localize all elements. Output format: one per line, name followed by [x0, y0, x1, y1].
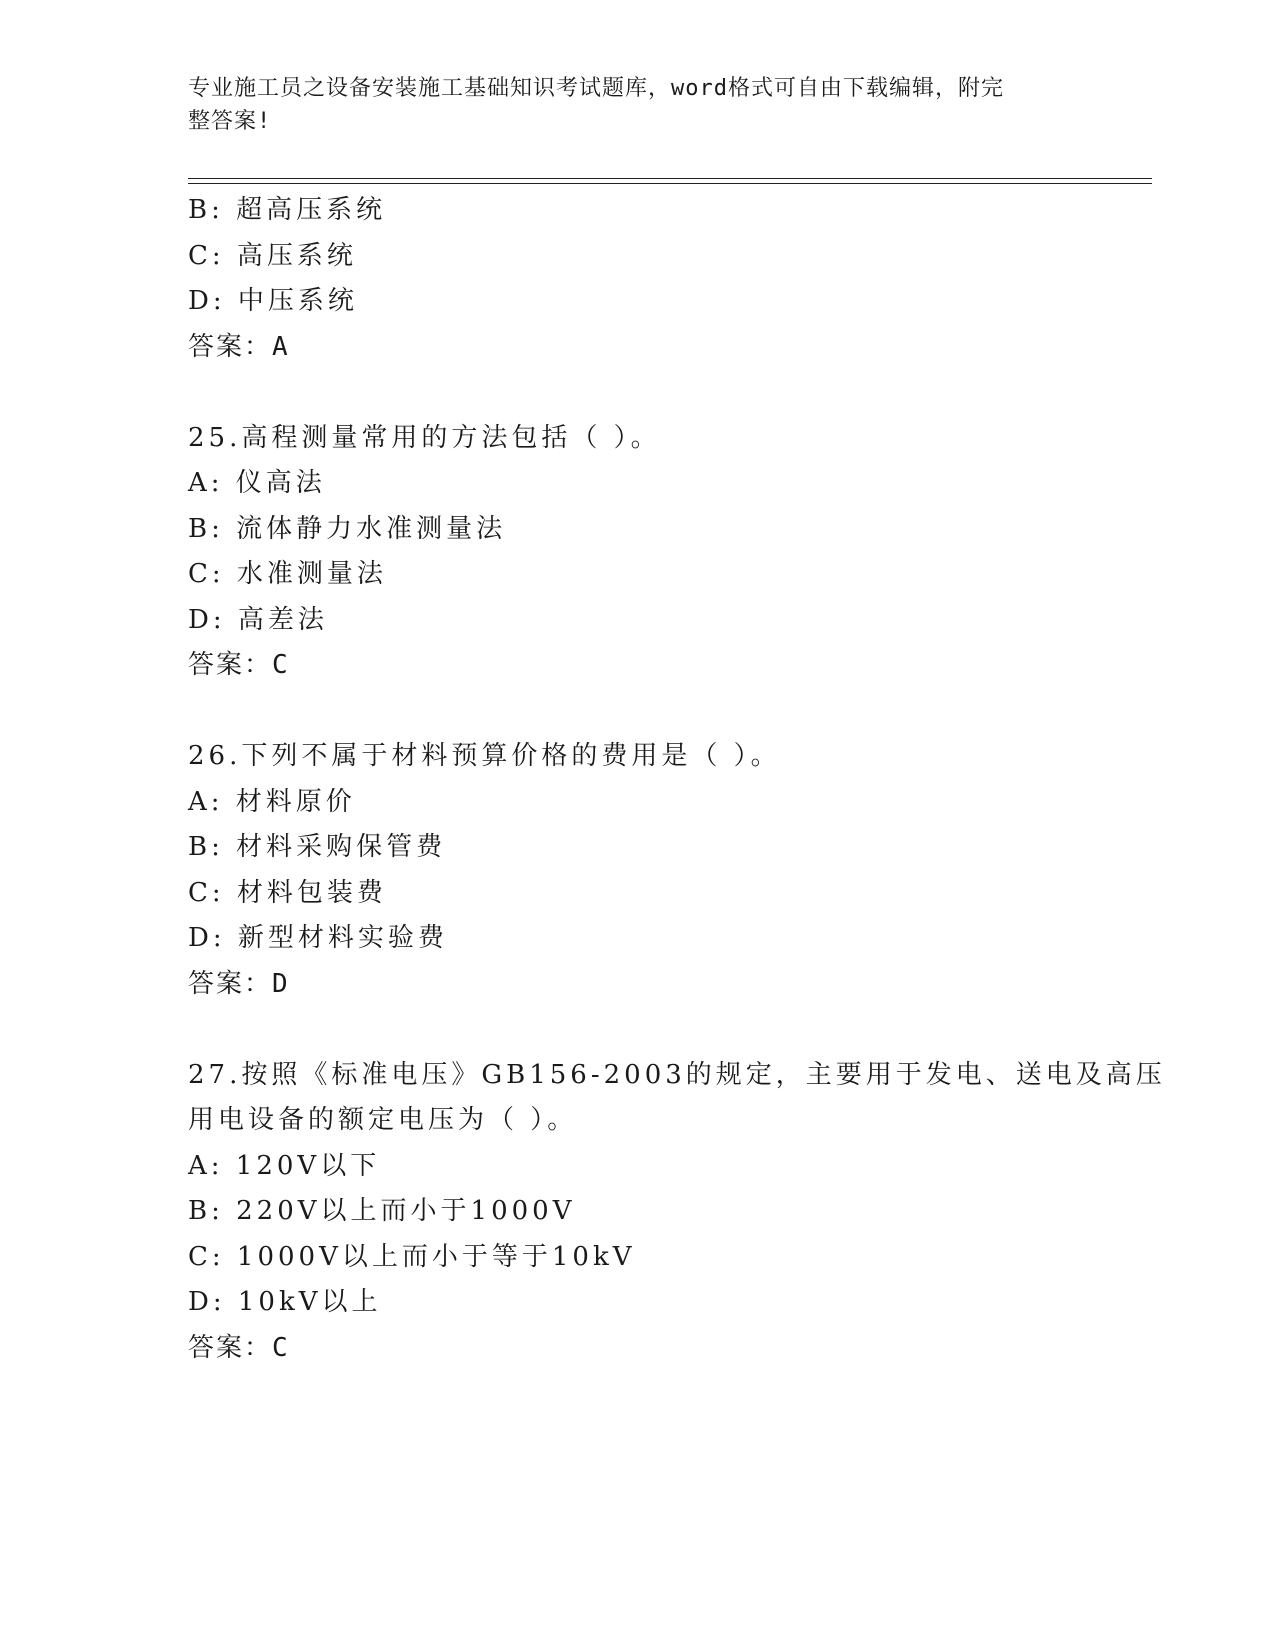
option-c: C: 高压系统 [188, 240, 357, 271]
header-line-2: 整答案! [188, 109, 272, 134]
option-b: B: 流体静力水准测量法 [188, 513, 507, 544]
header-divider-bottom [188, 183, 1152, 184]
answer-line: 答案：A [188, 331, 290, 362]
option-b: B: 材料采购保管费 [188, 832, 447, 862]
spacer [188, 370, 1088, 416]
option-d: D: 高差法 [188, 604, 328, 635]
option-b: B: 220V以上而小于1000V [188, 1196, 576, 1226]
question-list [188, 188, 1166, 1371]
question-stem: 26.下列不属于材料预算价格的费用是（ ）。 [188, 741, 781, 771]
option-d: D: 新型材料实验费 [188, 923, 448, 953]
question-27 [188, 1053, 1166, 1372]
option-d: D: 中压系统 [188, 286, 358, 316]
question-25 [188, 416, 1088, 689]
answer-line: 答案：D [188, 968, 290, 999]
header-divider-top [188, 178, 1152, 179]
option-c: C: 水准测量法 [188, 559, 387, 589]
question-stem-line-2: 用电设备的额定电压为（ ）。 [188, 1105, 578, 1135]
question-stem: 25.高程测量常用的方法包括（ ）。 [188, 422, 661, 453]
question-26 [188, 734, 1088, 1007]
question-stem-line-1: 27.按照《标准电压》GB156-2003的规定，主要用于发电、送电及高压 [188, 1059, 1166, 1090]
option-c: C: 材料包装费 [188, 877, 387, 908]
spacer [188, 1007, 1088, 1053]
option-a: A: 材料原价 [188, 786, 356, 817]
option-d: D: 10kV以上 [188, 1287, 382, 1317]
option-c: C: 1000V以上而小于等于10kV [188, 1241, 636, 1272]
answer-line: 答案：C [188, 1332, 290, 1363]
option-b: B: 超高压系统 [188, 195, 387, 225]
answer-line: 答案：C [188, 650, 290, 680]
option-a: A: 仪高法 [188, 468, 326, 498]
spacer [188, 689, 1088, 735]
option-a: A: 120V以下 [188, 1150, 381, 1181]
question-24-continued [188, 188, 1088, 370]
header-line-1: 专业施工员之设备安装施工基础知识考试题库，word格式可自由下载编辑，附完 [188, 76, 1004, 101]
document-header [188, 72, 1068, 138]
